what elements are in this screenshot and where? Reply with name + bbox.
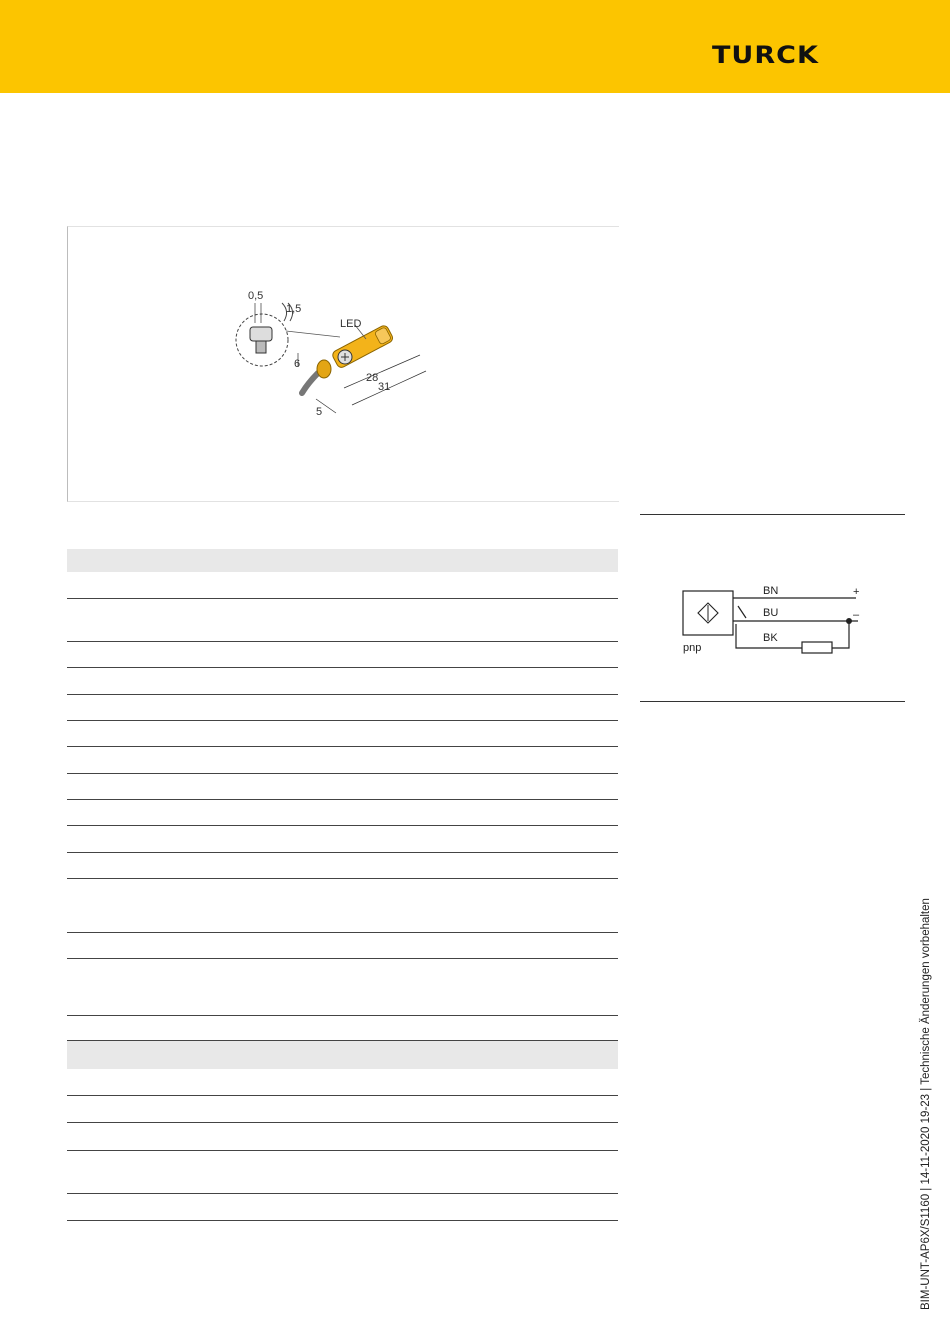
- table-row: [67, 1194, 618, 1221]
- table-row: [67, 721, 618, 747]
- dim-label: 0,5: [248, 290, 264, 302]
- table-row: [67, 747, 618, 774]
- wiring-bottom-rule: [640, 701, 905, 702]
- table-row: [67, 599, 618, 642]
- wiring-diagram: [680, 578, 880, 658]
- wiring-top-rule: [640, 514, 905, 515]
- polarity-plus: +: [853, 586, 860, 598]
- junction-dot: [846, 618, 852, 624]
- table-row: [67, 572, 618, 599]
- dim-label: 31: [378, 381, 391, 393]
- brand-header: [0, 0, 950, 93]
- turck-logo: [712, 41, 915, 70]
- table-section-header: [67, 1041, 618, 1069]
- wire-label-bk: BK: [763, 632, 778, 644]
- sensor-dimension-drawing: [220, 283, 440, 423]
- dim-label: 28: [366, 372, 379, 384]
- table-row: [67, 1123, 618, 1151]
- switch-contact: [738, 606, 746, 618]
- table-row: [67, 933, 618, 959]
- wire-label-bu: BU: [763, 607, 779, 619]
- table-row: [67, 668, 618, 695]
- screw-head: [250, 327, 272, 341]
- table-row: [67, 800, 618, 826]
- table-row: [67, 642, 618, 668]
- dim-label: 5: [316, 406, 323, 418]
- table-row: [67, 853, 618, 879]
- wire-label-bn: BN: [763, 585, 779, 597]
- sensor-cable: [302, 373, 318, 393]
- specification-table: [67, 549, 618, 1221]
- table-row: [67, 826, 618, 853]
- dim-label: 1,5: [286, 303, 302, 315]
- table-row: [67, 1096, 618, 1123]
- led-label: LED: [340, 318, 362, 330]
- load-resistor: [802, 642, 832, 653]
- pnp-label: pnp: [683, 642, 702, 654]
- polarity-minus: –: [853, 609, 860, 621]
- table-row: [67, 1069, 618, 1096]
- table-row: [67, 1151, 618, 1194]
- table-section-header: [67, 549, 618, 572]
- table-row: [67, 774, 618, 800]
- dim-label: 6: [294, 358, 301, 370]
- vertical-footer-text: BIM-UNT-AP6X/S1160 | 14-11-2020 19-23 | Technische Änderungen vorbehalten: [920, 898, 932, 1310]
- table-row: [67, 879, 618, 933]
- screw-thread: [256, 341, 266, 353]
- table-row: [67, 1016, 618, 1041]
- logo-wordmark: TURCK: [712, 41, 819, 70]
- table-row: [67, 959, 618, 1016]
- table-row: [67, 695, 618, 721]
